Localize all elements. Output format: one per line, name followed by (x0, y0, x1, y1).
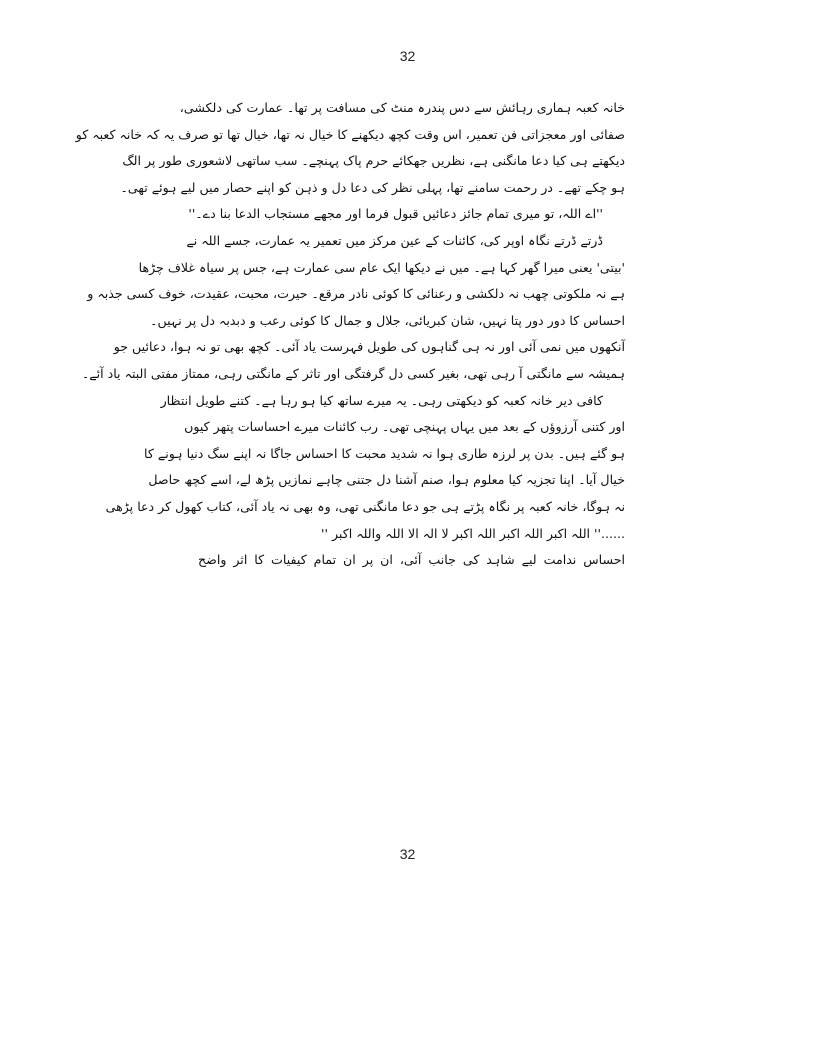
text-line: نہ ہوگا، خانہ کعبہ پر نگاہ پڑتے ہی جو دعا مانگنی تھی، وہ بھی نہ یاد آئی، کتاب کھول کر دعا پڑھی (105, 498, 625, 514)
text-line: صفائی اور معجزاتی فن تعمیر، اس وقت کچھ دیکھنے کا خیال نہ تھا، خیال تھا تو صرف یہ کہ خانہ کعبہ کو (75, 126, 625, 142)
text-line: دیکھتے ہی کیا دعا مانگنی ہے، نظریں جھکائے حرم پاک پہنچے۔ سب ساتھی لاشعوری طور پر الگ (122, 153, 625, 169)
text-line: خانہ کعبہ ہماری رہائش سے دس پندرہ منٹ کی مسافت پر تھا۔ عمارت کی دلکشی، (179, 100, 625, 115)
text-line: ہمیشہ سے مانگتی آ رہی تھی، بغیر کسی دل گرفتگی اور تاثر کے مانگتی رہی، ممتاز مفتی البتہ یاد آئے۔ (81, 365, 625, 381)
prayer-quote: ''اے اللہ، تو میری تمام جائز دعائیں قبول فرما اور مجھے مستجاب الدعا بنا دے۔'' (188, 206, 603, 222)
text-line: ڈرتے ڈرتے نگاہ اوپر کی، کائنات کے عین مرکز میں تعمیر یہ عمارت، جسے اللہ نے (186, 232, 603, 248)
takbir-line: ......'' اللہ اکبر اللہ اکبر اللہ اکبر لا الہ الا اللہ واللہ اکبر '' (321, 525, 625, 541)
body-text (75, 95, 625, 574)
page-number-bottom: 32 (399, 846, 416, 862)
page-number-top: 32 (399, 48, 416, 64)
text-line: اور کتنی آرزوؤں کے بعد میں یہاں پہنچی تھی۔ رب کائنات میرے احساسات پتھر کیوں (184, 419, 625, 435)
text-line: احساس ندامت لیے شاہد کی جانب آئی، ان پر ان تمام کیفیات کا اثر واضح (198, 552, 625, 568)
text-line: آنکھوں میں نمی آئی اور نہ ہی گناہوں کی طویل فہرست یاد آئی۔ کچھ بھی تو نہ ہوا، دعائیں جو (113, 339, 625, 355)
text-line: خیال آیا۔ اپنا تجزیہ کیا معلوم ہوا، صنم آشنا دل جتنی چاہے نمازیں پڑھ لے، اسے کچھ حاصل (148, 472, 625, 488)
text-line: ہو چکے تھے۔ در رحمت سامنے تھا، پہلی نظر کی دعا دل و ذہن کو اپنے حصار میں لیے ہوئے تھی۔ (120, 179, 625, 195)
text-line: 'بیتی' یعنی میرا گھر کہا ہے۔ میں نے دیکھا ایک عام سی عمارت ہے، جس پر سیاہ غلاف چڑھا (138, 259, 625, 275)
text-line: ہو گئے ہیں۔ بدن پر لرزہ طاری ہوا نہ شدید محبت کا احساس جاگا نہ اپنے سگ دنیا ہونے کا (144, 445, 625, 461)
text-line: کافی دیر خانہ کعبہ کو دیکھتی رہی۔ یہ میرے ساتھ کیا ہو رہا ہے۔ کتنے طویل انتظار (160, 392, 603, 408)
text-line: ہے نہ ملکوتی چھب نہ دلکشی و رعنائی کا کوئی نادر مرقع۔ حیرت، محبت، عقیدت، خوف کسی جذبہ و (87, 286, 625, 302)
text-line: احساس کا دور دور پتا نہیں، شان کبریائی، جلال و جمال کا کوئی رعب و دبدبہ دل پر نہیں۔ (150, 312, 625, 328)
